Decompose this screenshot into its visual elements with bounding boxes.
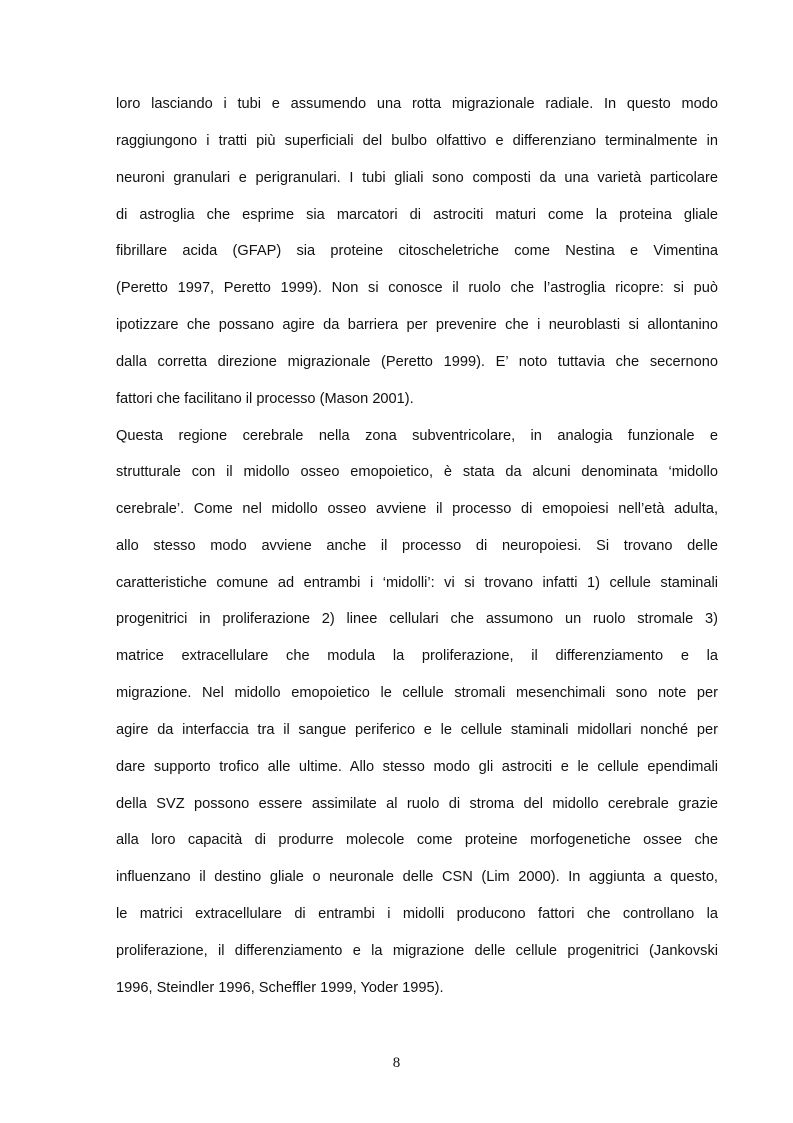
- text-line: Questa regione cerebrale nella zona subventricolare, in analogia funzionale e: [116, 428, 718, 444]
- text-line: matrice extracellulare che modula la proliferazione, il differenziamento e la: [116, 648, 718, 664]
- text-line: di astroglia che esprime sia marcatori di astrociti maturi come la proteina gliale: [116, 207, 718, 223]
- text-line: proliferazione, il differenziamento e la migrazione delle cellule progenitrici (Jankovski: [116, 943, 718, 959]
- text-line: della SVZ possono essere assimilate al ruolo di stroma del midollo cerebrale grazie: [116, 796, 718, 812]
- text-line: cerebrale’. Come nel midollo osseo avviene il processo di emopoiesi nell’età adulta,: [116, 501, 718, 517]
- text-line: migrazione. Nel midollo emopoietico le cellule stromali mesenchimali sono note per: [116, 685, 718, 701]
- text-line: allo stesso modo avviene anche il processo di neuropoiesi. Si trovano delle: [116, 538, 718, 554]
- text-line: neuroni granulari e perigranulari. I tubi gliali sono composti da una varietà particolare: [116, 170, 718, 186]
- text-line: caratteristiche comune ad entrambi i ‘midolli’: vi si trovano infatti 1) cellule staminali: [116, 575, 718, 591]
- text-line: strutturale con il midollo osseo emopoietico, è stata da alcuni denominata ‘midollo: [116, 464, 718, 480]
- text-line: fattori che facilitano il processo (Mason 2001).: [116, 391, 414, 407]
- text-line: progenitrici in proliferazione 2) linee cellulari che assumono un ruolo stromale 3): [116, 611, 718, 627]
- text-line: 1996, Steindler 1996, Scheffler 1999, Yoder 1995).: [116, 980, 444, 996]
- text-line: raggiungono i tratti più superficiali del bulbo olfattivo e differenziano terminalmente in: [116, 133, 718, 149]
- text-line: le matrici extracellulare di entrambi i midolli producono fattori che controllano la: [116, 906, 718, 922]
- page-number: 8: [392, 1055, 401, 1071]
- text-line: dare supporto trofico alle ultime. Allo stesso modo gli astrociti e le cellule ependimali: [116, 759, 718, 775]
- text-line: alla loro capacità di produrre molecole come proteine morfogenetiche ossee che: [116, 832, 718, 848]
- text-line: (Peretto 1997, Peretto 1999). Non si conosce il ruolo che l’astroglia ricopre: si può: [116, 280, 718, 296]
- text-line: dalla corretta direzione migrazionale (Peretto 1999). E’ noto tuttavia che secernono: [116, 354, 718, 370]
- text-line: ipotizzare che possano agire da barriera per prevenire che i neuroblasti si allontanino: [116, 317, 718, 333]
- text-line: fibrillare acida (GFAP) sia proteine citoscheletriche come Nestina e Vimentina: [116, 243, 718, 259]
- text-line: agire da interfaccia tra il sangue periferico e le cellule staminali midollari nonché per: [116, 722, 718, 738]
- text-line: loro lasciando i tubi e assumendo una rotta migrazionale radiale. In questo modo: [116, 96, 718, 112]
- text-line: influenzano il destino gliale o neuronale delle CSN (Lim 2000). In aggiunta a questo,: [116, 869, 718, 885]
